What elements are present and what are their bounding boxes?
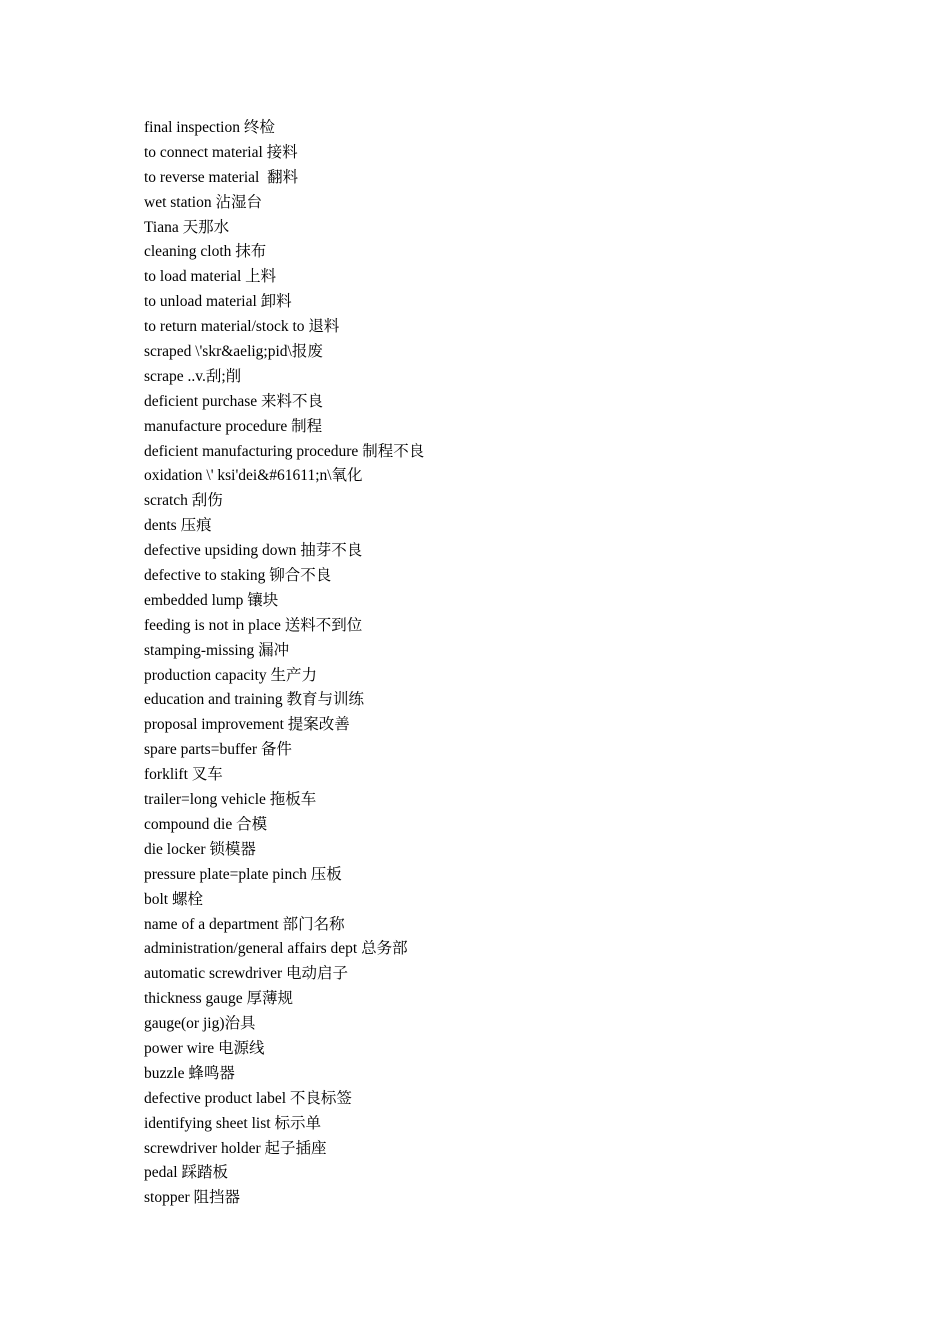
glossary-entry: compound die 合模	[144, 815, 268, 833]
glossary-entry: name of a department 部门名称	[144, 915, 345, 933]
glossary-entry: scrape ..v.刮;削	[144, 367, 242, 385]
glossary-entry: to return material/stock to 退料	[144, 318, 340, 336]
glossary-entry: bolt 螺栓	[144, 890, 203, 908]
glossary-entry: trailer=long vehicle 拖板车	[144, 791, 317, 809]
glossary-entry: final inspection 终检	[144, 119, 275, 136]
glossary-entry: defective upsiding down 抽芽不良	[144, 542, 363, 560]
glossary-entry: education and training 教育与训练	[144, 691, 364, 709]
glossary-entry: deficient manufacturing procedure 制程不良	[144, 442, 425, 460]
glossary-entry: stamping-missing 漏冲	[144, 641, 290, 659]
glossary-entry: administration/general affairs dept 总务部	[144, 940, 408, 958]
glossary-entry: to unload material 卸料	[144, 293, 292, 311]
glossary-entry: automatic screwdriver 电动启子	[144, 965, 349, 983]
glossary-entry: screwdriver holder 起子插座	[144, 1139, 327, 1157]
glossary-entry: proposal improvement 提案改善	[144, 716, 350, 734]
glossary-entry: to load material 上料	[144, 268, 277, 286]
glossary-entry: pressure plate=plate pinch 压板	[144, 865, 342, 883]
glossary-entry: stopper 阻挡器	[144, 1189, 241, 1207]
glossary-entry: to connect material 接料	[144, 143, 298, 161]
glossary-entry: production capacity 生产力	[144, 666, 318, 684]
glossary-entry: defective to staking 铆合不良	[144, 567, 332, 585]
glossary-entry: die locker 锁模器	[144, 840, 256, 858]
glossary-entry: embedded lump 镶块	[144, 591, 279, 609]
glossary-entry: deficient purchase 来料不良	[144, 392, 324, 410]
glossary-entry: oxidation \' ksi'dei&#61611;n\氧化	[144, 467, 363, 485]
glossary-entry: pedal 踩踏板	[144, 1164, 228, 1182]
glossary-entry: wet station 沾湿台	[144, 193, 262, 211]
glossary-entry: dents 压痕	[144, 517, 212, 535]
glossary-list	[144, 116, 424, 1211]
glossary-entry: buzzle 蜂鸣器	[144, 1064, 235, 1082]
glossary-entry: spare parts=buffer 备件	[144, 741, 292, 759]
glossary-entry: identifying sheet list 标示单	[144, 1114, 321, 1132]
glossary-entry: manufacture procedure 制程	[144, 417, 323, 435]
glossary-entry: thickness gauge 厚薄规	[144, 990, 293, 1008]
glossary-entry: scraped \'skr&aelig;pid\报废	[144, 343, 323, 361]
glossary-entry: defective product label 不良标签	[144, 1089, 352, 1107]
glossary-entry: scratch 刮伤	[144, 492, 223, 510]
glossary-entry: to reverse material 翻料	[144, 168, 299, 186]
glossary-entry: gauge(or jig)治具	[144, 1015, 256, 1033]
glossary-entry: feeding is not in place 送料不到位	[144, 616, 363, 634]
glossary-entry: power wire 电源线	[144, 1039, 265, 1057]
glossary-entry: forklift 叉车	[144, 766, 223, 784]
glossary-entry: cleaning cloth 抹布	[144, 243, 267, 261]
glossary-entry: Tiana 天那水	[144, 218, 230, 236]
